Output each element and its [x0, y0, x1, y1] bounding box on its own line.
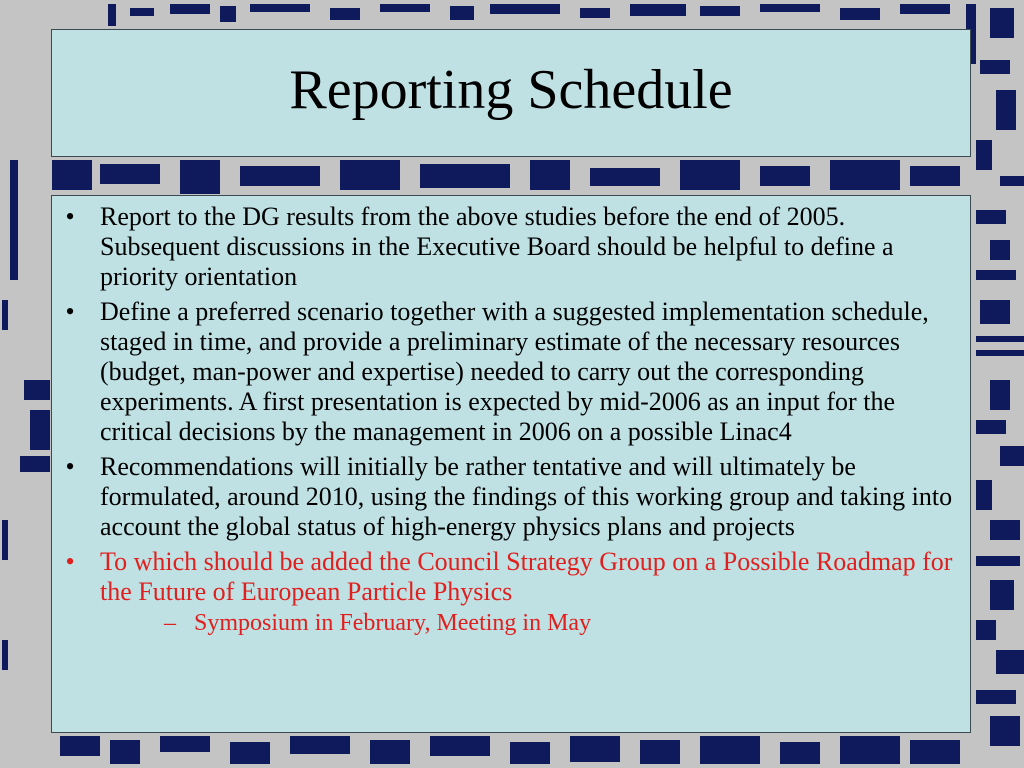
bullet-item: [52, 202, 970, 292]
sub-bullet-item: [100, 609, 962, 637]
bullet-list: [52, 202, 970, 637]
bullet-text: To which should be added the Council Strategy Group on a Possible Roadmap for the Future of European Particle Physics: [100, 547, 953, 606]
content-panel: [51, 195, 971, 733]
bullet-marker: •: [65, 547, 75, 576]
title-panel: [51, 29, 971, 157]
bullet-item-highlighted: [52, 547, 970, 637]
bullet-text: Recommendations will initially be rather tentative and will ultimately be formulated, around 2010, using the findings of this working group and taking into account the global status of high-energy physics plans and projects: [100, 452, 953, 541]
bullet-text: Report to the DG results from the above studies before the end of 2005. Subsequent discussions in the Executive Board should be helpful to define a priority orientation: [100, 202, 894, 291]
slide-title: Reporting Schedule: [289, 59, 733, 121]
sub-bullet-marker: –: [164, 610, 176, 636]
bullet-item: [52, 297, 970, 447]
bullet-text: Define a preferred scenario together with a suggested implementation schedule, staged in time, and provide a preliminary estimate of the necessary resources (budget, man-power and expertise) needed to carry out the corresponding experiments. A first presentation is expected by mid-2006 as an input for the critical decisions by the management in 2006 on a possible Linac4: [100, 297, 929, 446]
bullet-marker: •: [65, 202, 75, 231]
sub-bullet-text: Symposium in February, Meeting in May: [194, 610, 592, 636]
bullet-marker: •: [65, 297, 75, 326]
bullet-marker: •: [65, 452, 75, 481]
bullet-item: [52, 452, 970, 542]
